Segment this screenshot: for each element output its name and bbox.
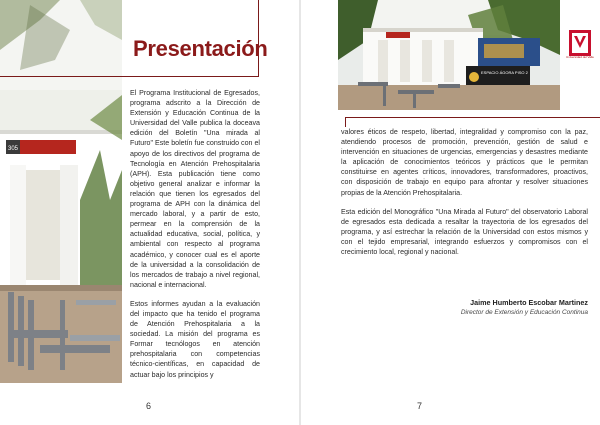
- campus-building-photo-right: [338, 0, 560, 110]
- right-page: [301, 0, 600, 425]
- intro-paragraph-1: El Programa Institucional de Egresados, programa adscrito a la Dirección de Extensión y Educación Continua de la Universidad del Valle publica la doceava edición del Boletín "Una mirada al Futuro" Este boletín fue construido con el apoyo de los directivos del programa de Tecnología en Atención Prehospitalaria (APH). Esta publicación tiene como objetivo general analizar e informar la relación que tienen los egresados del programa de APH con la dinámica del mercado laboral, y a partir de esto, permear en la comprensión de la actualidad educativa, social, política, y ambiental con respecto al programa académico, y conocer cual es el aporte de la universidad a la consolidación de los mercados de trabajo a nivel regional, nacional e internacional.: [130, 89, 260, 289]
- title-frame-horizontal-line: [0, 76, 258, 77]
- university-logo-icon: [569, 30, 591, 56]
- right-text-column: [341, 127, 588, 266]
- continuation-paragraph-2: Esta edición del Monográfico "Una Mirada al Futuro" del observatorio Laboral de egresados esta dedicada a resaltar la trayectoria de los egresados del programa, y así estrechar la relación de la Universidad con estos mismos y con el tejido empresarial, integrando esfuerzos y compromisos con el crecimiento local, regional y nacional.: [341, 207, 588, 257]
- right-frame-horizontal-line: [345, 117, 600, 118]
- direction-sign-text: ESPACIO ÁGORA PISO 2: [481, 70, 528, 75]
- right-frame-vertical-line: [345, 117, 346, 127]
- room-sign-number: 305: [8, 146, 19, 152]
- intro-paragraph-2: Estos informes ayudan a la evaluación del impacto que ha tenido el programa de Atención Prehospitalaria a la sociedad. La misión del programa es Formar tecnólogos en atención prehospitalaria con competencias técnico-científicas, en capacidad de actuar bajo los principios y: [130, 299, 260, 379]
- page-number-right: 7: [417, 401, 423, 411]
- university-logo-label: Universidad del Valle: [566, 55, 594, 59]
- left-text-column: [130, 88, 260, 389]
- signature-block: [341, 298, 588, 316]
- page-title: Presentación: [133, 36, 268, 61]
- left-page: [0, 0, 299, 425]
- signature-name: Jaime Humberto Escobar Martinez: [470, 298, 588, 307]
- campus-building-photo-left: [0, 0, 122, 383]
- signature-role: Director de Extensión y Educación Continua: [460, 309, 588, 316]
- page-number-left: 6: [146, 401, 152, 411]
- continuation-paragraph-1: valores éticos de respeto, libertad, integralidad y compromiso con la paz, atendiendo procesos de promoción, prevención, gestión de salud e intervención en situaciones de urgencias, emergencias y desastres mediante la aplicación de conocimientos teóricos y prácticos que le permitan constituirse en agentes críticos, innovadores, transformadores, proactivos, con disposición de trabajo en equipo para afrontar y resolver situaciones propias de la Atención Prehospitalaria.: [341, 128, 588, 197]
